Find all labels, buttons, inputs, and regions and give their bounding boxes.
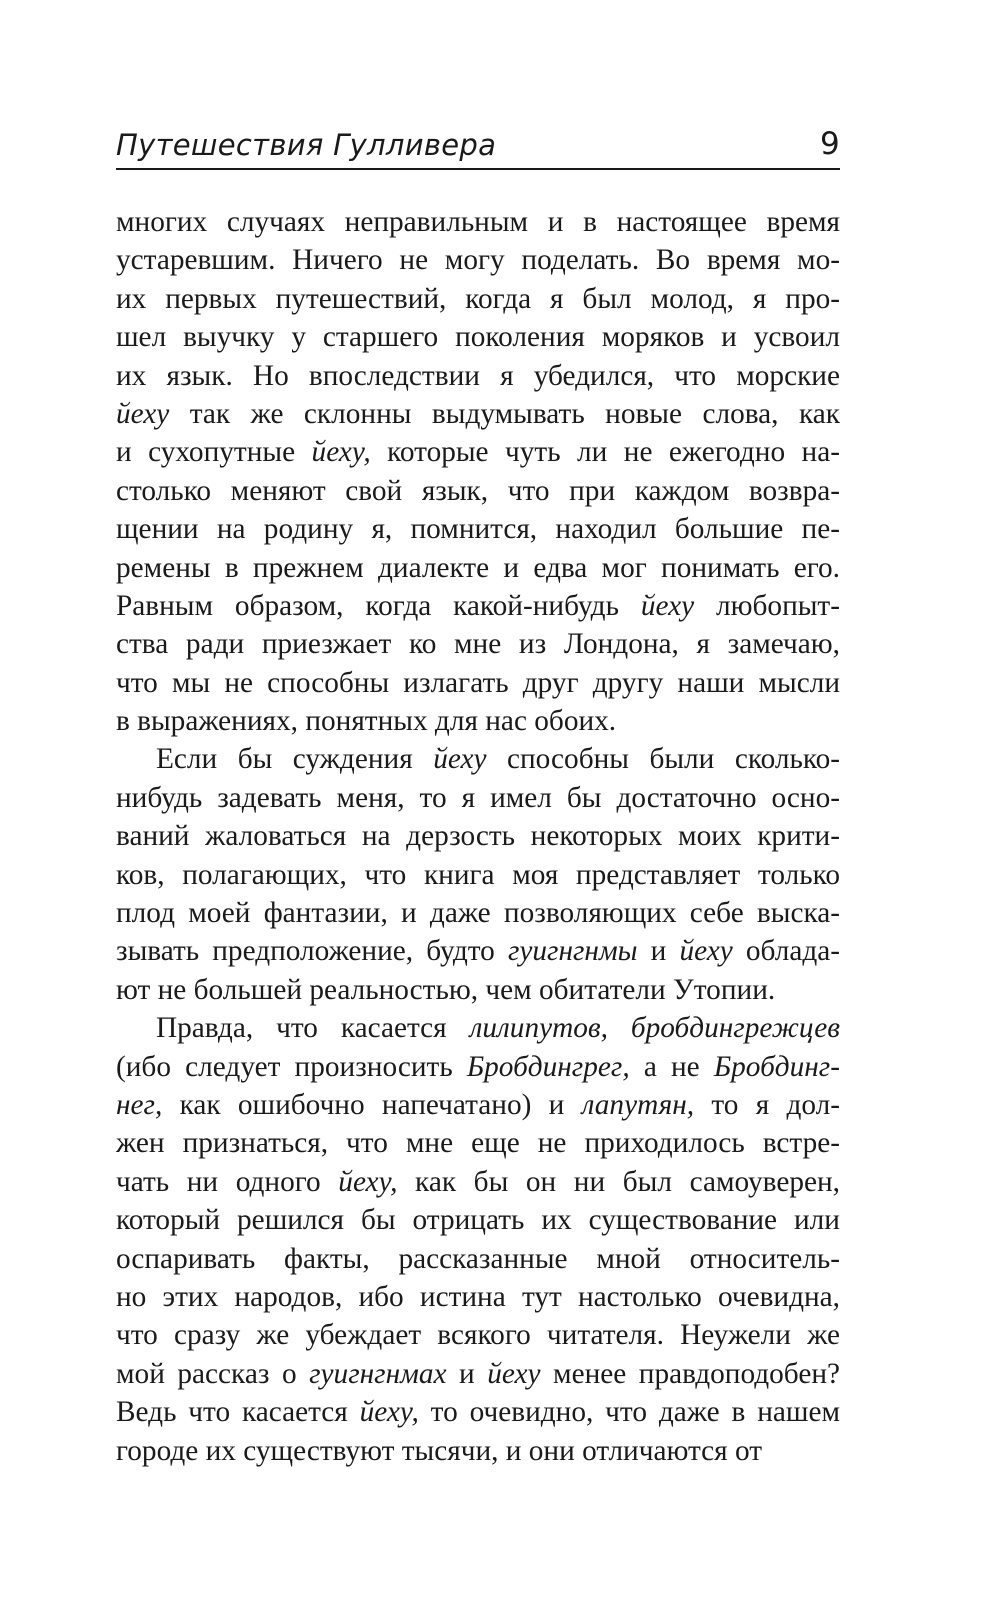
text-line [116,1124,840,1162]
italic-term: гуигнгнмы [507,935,638,968]
text-run: и [446,1357,488,1390]
text-run: ков, полагающих, что книга моя представляет только [116,858,840,891]
text-line [116,971,840,1009]
text-line [116,587,840,625]
text-run: любопыт- [694,589,840,622]
text-line [116,740,840,778]
page-number: 9 [819,126,840,162]
text-run: так же склонны выдумывать новые слова, как [169,397,840,430]
text-run: способны были сколько- [486,743,841,776]
text-line [116,817,840,855]
text-run: жен признаться, что мне еще не приходилось встре- [116,1127,840,1160]
text-run: и сухопутные [116,436,312,469]
text-line [116,1355,840,1393]
text-run: устаревшим. Ничего не могу поделать. Во время мо- [116,244,840,277]
italic-term: йеху [116,397,170,430]
text-line [116,1086,840,1124]
text-run: их язык. Но впоследствии я убедился, что морские [116,359,840,392]
text-run: Ведь что касается [116,1396,360,1429]
italic-term: йеху, [338,1165,398,1198]
text-line [116,1278,840,1316]
text-line [116,1009,840,1047]
paragraph [116,203,840,740]
text-line [116,625,840,663]
text-run: (ибо следует произносить [116,1050,467,1083]
running-head [116,124,840,170]
text-line [116,1163,840,1201]
text-run: щении на родину я, помнится, находил большие пе- [116,513,840,546]
text-line [116,357,840,395]
text-line [116,280,840,318]
text-line [116,318,840,356]
text-line [116,1201,840,1239]
text-line [116,1048,840,1086]
italic-term: йеху [640,589,695,622]
text-run: как бы он ни был самоуверен, [397,1165,840,1198]
paragraph [116,1009,840,1470]
text-run: как ошибочно напечатано) и [162,1088,582,1121]
text-run: в выражениях, понятных для нас обоих. [116,705,617,738]
text-run: чать ни одного [116,1165,339,1198]
text-line [116,1432,840,1470]
text-run: то я дол- [694,1088,841,1121]
italic-term: йеху [433,743,487,776]
text-run: а не [629,1050,714,1083]
text-run: что мы не способны излагать друг другу наши мысли [116,666,840,699]
text-run: но этих народов, ибо истина тут настолько очевидна, [116,1280,840,1313]
text-run: шел выучку у старшего поколения моряков и усвоил [116,321,840,354]
text-line [116,433,840,471]
text-run: облада- [732,935,840,968]
text-run: городе их существуют тысячи, и они отличаются от [116,1434,763,1467]
italic-term: лилипутов, бробдингрежцев [469,1012,840,1045]
book-page [116,0,840,1616]
text-run: ремены в прежнем диалекте и едва мог понимать его. [116,551,840,584]
italic-term: йеху [487,1357,541,1390]
italic-term: нег, [116,1088,163,1121]
text-run: ства ради приезжает ко мне из Лондона, я замечаю, [116,628,840,661]
text-run: Правда, что касается [156,1012,470,1045]
running-title: Путешествия Гулливера [116,128,497,162]
text-line [116,549,840,587]
italic-term: Бробдинг- [713,1050,840,1083]
text-run: столько меняют свой язык, что при каждом возвра- [116,474,840,507]
italic-term: лапутян, [581,1088,695,1121]
text-line [116,472,840,510]
text-run: что сразу же убеждает всякого читателя. Неужели же [116,1319,840,1352]
body-text [116,203,840,1470]
text-line [116,510,840,548]
text-line [116,203,840,241]
text-line [116,395,840,433]
italic-term: гуигнгнмах [309,1357,447,1390]
text-run: зывать предположение, будто [116,935,508,968]
text-line [116,779,840,817]
text-run: которые чуть ли не ежегодно на- [370,436,840,469]
text-run: Равным образом, когда какой-нибудь [116,589,641,622]
text-run: ют не большей реальностью, чем обитатели Утопии. [116,973,776,1006]
text-run: их первых путешествий, когда я был молод, я про- [116,282,840,315]
text-run: нибудь задевать меня, то я имел бы достаточно осно- [116,781,840,814]
italic-term: йеху, [311,436,371,469]
text-line [116,1240,840,1278]
text-run: ваний жаловаться на дерзость некоторых моих крити- [116,820,840,853]
text-run: мой рассказ о [116,1357,310,1390]
italic-term: Бробдингрег, [466,1050,630,1083]
text-line [116,1316,840,1354]
text-run: многих случаях неправильным и в настоящее время [116,206,840,238]
text-run: и [637,935,680,968]
italic-term: йеху [679,935,733,968]
text-run: то очевидно, что даже в нашем [418,1396,840,1429]
text-run: Если бы суждения [156,743,434,776]
paragraph [116,740,840,1009]
text-run: который решился бы отрицать их существование или [116,1204,840,1237]
text-line [116,664,840,702]
text-run: плод моей фантазии, и даже позволяющих себе выска- [116,897,840,930]
text-run: оспаривать факты, рассказанные мной относитель- [116,1242,840,1275]
italic-term: йеху, [359,1396,419,1429]
text-line [116,1393,840,1431]
text-run: менее правдоподобен? [540,1357,841,1390]
text-line [116,894,840,932]
text-line [116,241,840,279]
text-line [116,856,840,894]
text-line [116,932,840,970]
text-line [116,702,840,740]
